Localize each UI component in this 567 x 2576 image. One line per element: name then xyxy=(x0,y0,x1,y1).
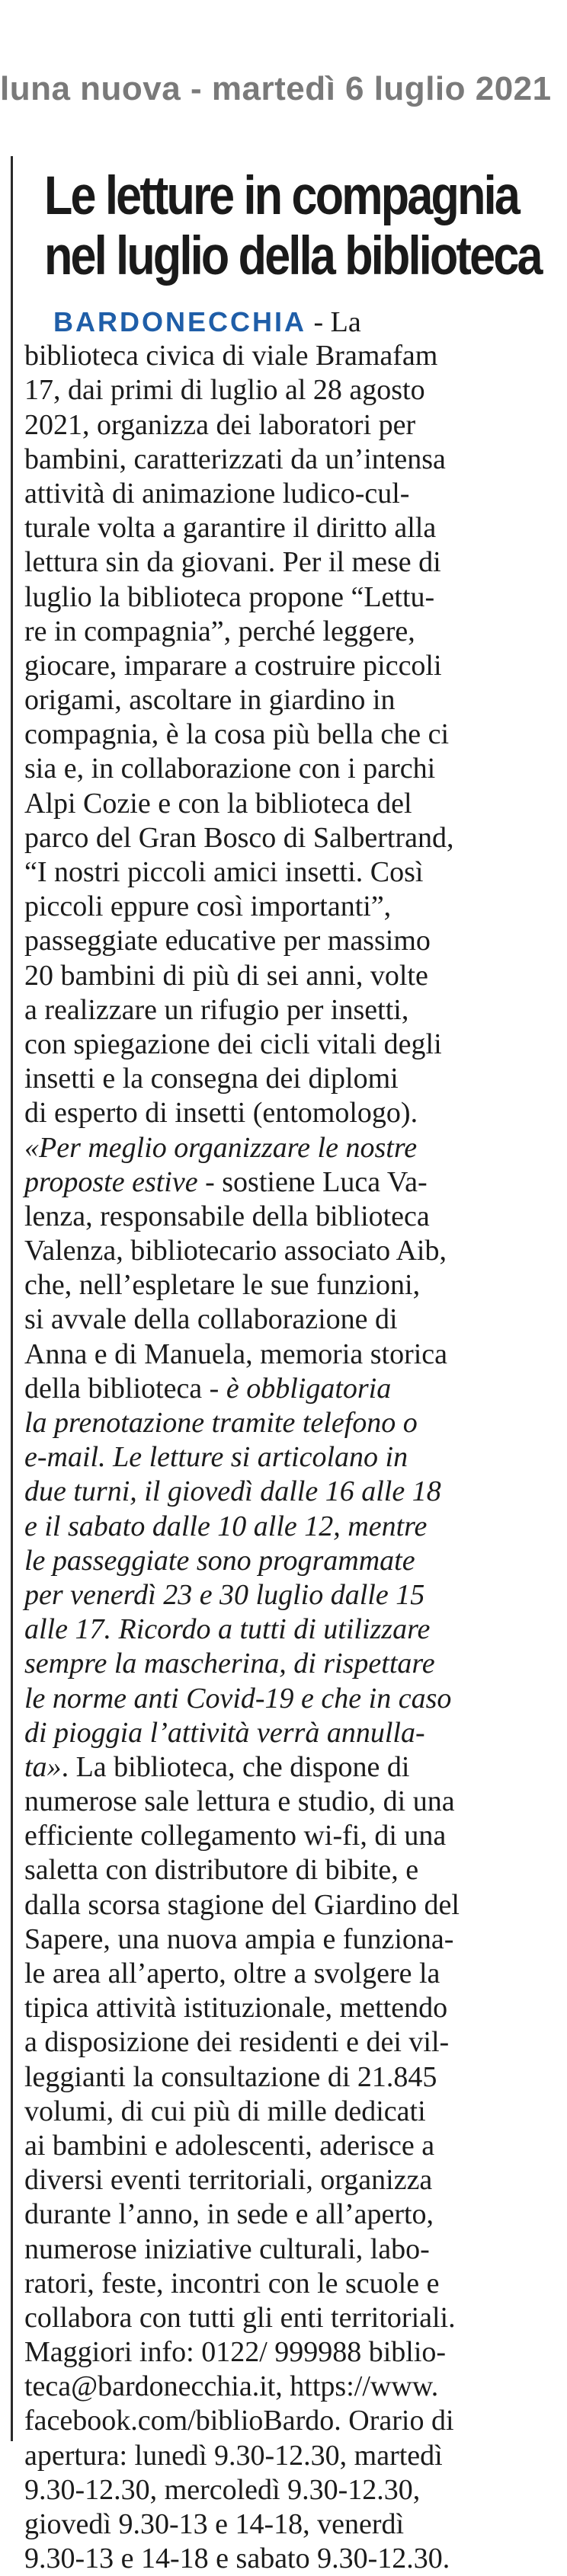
body-line: che, nell’espletare le sue funzioni, xyxy=(24,1269,421,1302)
body-line: “I nostri piccoli amici insetti. Così xyxy=(24,856,424,888)
headline-line: nel luglio della biblioteca xyxy=(44,226,541,286)
body-line: leggianti la consultazione di 21.845 xyxy=(24,2060,437,2093)
body-line-italic: le norme anti Covid-19 e che in caso xyxy=(24,1682,452,1715)
body-line: 17, dai primi di luglio al 28 agosto xyxy=(24,374,425,407)
body-line: facebook.com/biblioBardo. Orario di xyxy=(24,2405,454,2437)
body-line: volumi, di cui più di mille dedicati xyxy=(24,2095,426,2127)
headline xyxy=(44,166,541,286)
body-line: di esperto di insetti (entomologo). xyxy=(24,1097,418,1130)
body-line-italic: alle 17. Ricordo a tutti di utilizzare xyxy=(24,1613,431,1646)
body-line: numerose iniziative culturali, labo- xyxy=(24,2232,430,2265)
body-line: con spiegazione dei cicli vitali degli xyxy=(24,1028,442,1060)
body-line: insetti e la consegna dei diplomi xyxy=(24,1063,399,1095)
body-line: ai bambini e adolescenti, aderisce a xyxy=(24,2129,435,2162)
body-line-italic: «Per meglio organizzare le nostre xyxy=(24,1131,418,1164)
body-line: numerose sale lettura e studio, di una xyxy=(24,1785,455,1818)
article-body xyxy=(24,305,558,2576)
body-line: 9.30-12.30, mercoledì 9.30-12.30, xyxy=(24,2473,421,2506)
body-line: diversi eventi territoriali, organizza xyxy=(24,2164,433,2197)
body-line: sia e, in collaborazione con i parchi xyxy=(24,753,436,785)
body-line: teca@bardonecchia.it, https://www. xyxy=(24,2370,439,2403)
body-line: a disposizione dei residenti e dei vil- xyxy=(24,2026,450,2059)
column-rule xyxy=(11,156,13,2441)
body-line: giocare, imparare a costruire piccoli xyxy=(24,649,442,682)
body-line: lenza, responsabile della biblioteca xyxy=(24,1200,430,1232)
body-line: saletta con distributore di bibite, e xyxy=(24,1854,419,1887)
body-line: passeggiate educative per massimo xyxy=(24,925,431,957)
body-line: dalla scorsa stagione del Giardino del xyxy=(24,1888,460,1921)
body-line: efficiente collegamento wi-fi, di una xyxy=(24,1820,447,1852)
body-line: apertura: lunedì 9.30-12.30, martedì xyxy=(24,2439,443,2472)
body-line: compagnia, è la cosa più bella che ci xyxy=(24,718,450,751)
body-line: Alpi Cozie e con la biblioteca del xyxy=(24,787,412,820)
body-line: Anna e di Manuela, memoria storica xyxy=(24,1338,448,1370)
body-line: Maggiori info: 0122/ 999988 biblio- xyxy=(24,2336,447,2369)
headline-line: Le letture in compagnia xyxy=(44,166,519,226)
body-line: si avvale della collaborazione di xyxy=(24,1303,398,1336)
body-line-italic: le passeggiate sono programmate xyxy=(24,1544,415,1577)
body-line: piccoli eppure così importanti”, xyxy=(24,890,392,923)
body-line: le area all’aperto, oltre a svolgere la xyxy=(24,1958,440,1990)
body-line: BARDONECCHIA - La xyxy=(53,306,361,338)
body-line-italic: di pioggia l’attività verrà annulla- xyxy=(24,1716,425,1749)
body-line-italic: sempre la mascherina, di rispettare xyxy=(24,1648,435,1680)
body-line: tipica attività istituzionale, mettendo xyxy=(24,1992,448,2025)
body-line: 9.30-13 e 14-18 e sabato 9.30-12.30. xyxy=(24,2542,450,2575)
body-line: origami, ascoltare in giardino in xyxy=(24,684,396,717)
body-line-italic: e-mail. Le letture si articolano in xyxy=(24,1441,408,1474)
body-line: luglio la biblioteca propone “Lettu- xyxy=(24,580,435,613)
masthead: luna nuova - martedì 6 luglio 2021 xyxy=(0,70,552,107)
body-line: ratori, feste, incontri con le scuole e xyxy=(24,2267,440,2300)
body-line: parco del Gran Bosco di Salbertrand, xyxy=(24,821,454,854)
body-line: re in compagnia”, perché leggere, xyxy=(24,615,415,647)
body-line: della biblioteca - è obbligatoria xyxy=(24,1372,392,1405)
body-line-italic: la prenotazione tramite telefono o xyxy=(24,1407,418,1439)
body-line: 20 bambini di più di sei anni, volte xyxy=(24,959,428,992)
body-line-italic: per venerdì 23 e 30 luglio dalle 15 xyxy=(24,1578,425,1611)
body-line: ta». La biblioteca, che dispone di xyxy=(24,1750,410,1783)
body-line: bambini, caratterizzati da un’intensa xyxy=(24,443,446,475)
body-line: durante l’anno, in sede e all’aperto, xyxy=(24,2198,434,2231)
body-line: biblioteca civica di viale Bramafam xyxy=(24,340,438,372)
body-line: Sapere, una nuova ampia e funziona- xyxy=(24,1922,454,1955)
body-line: Valenza, bibliotecario associato Aib, xyxy=(24,1235,447,1267)
body-line: lettura sin da giovani. Per il mese di xyxy=(24,546,441,579)
body-line: attività di animazione ludico-cul- xyxy=(24,477,410,510)
dateline: BARDONECCHIA xyxy=(53,306,306,337)
body-line: proposte estive - sostiene Luca Va- xyxy=(24,1165,428,1198)
body-line: collabora con tutti gli enti territoriali. xyxy=(24,2301,456,2334)
body-line: turale volta a garantire il diritto alla xyxy=(24,512,437,545)
body-line-italic: e il sabato dalle 10 alle 12, mentre xyxy=(24,1510,428,1542)
body-line: giovedì 9.30-13 e 14-18, venerdì xyxy=(24,2508,405,2540)
body-line-italic: due turni, il giovedì dalle 16 alle 18 xyxy=(24,1475,441,1508)
body-line: a realizzare un rifugio per insetti, xyxy=(24,993,409,1026)
body-line: 2021, organizza dei laboratori per xyxy=(24,408,416,441)
